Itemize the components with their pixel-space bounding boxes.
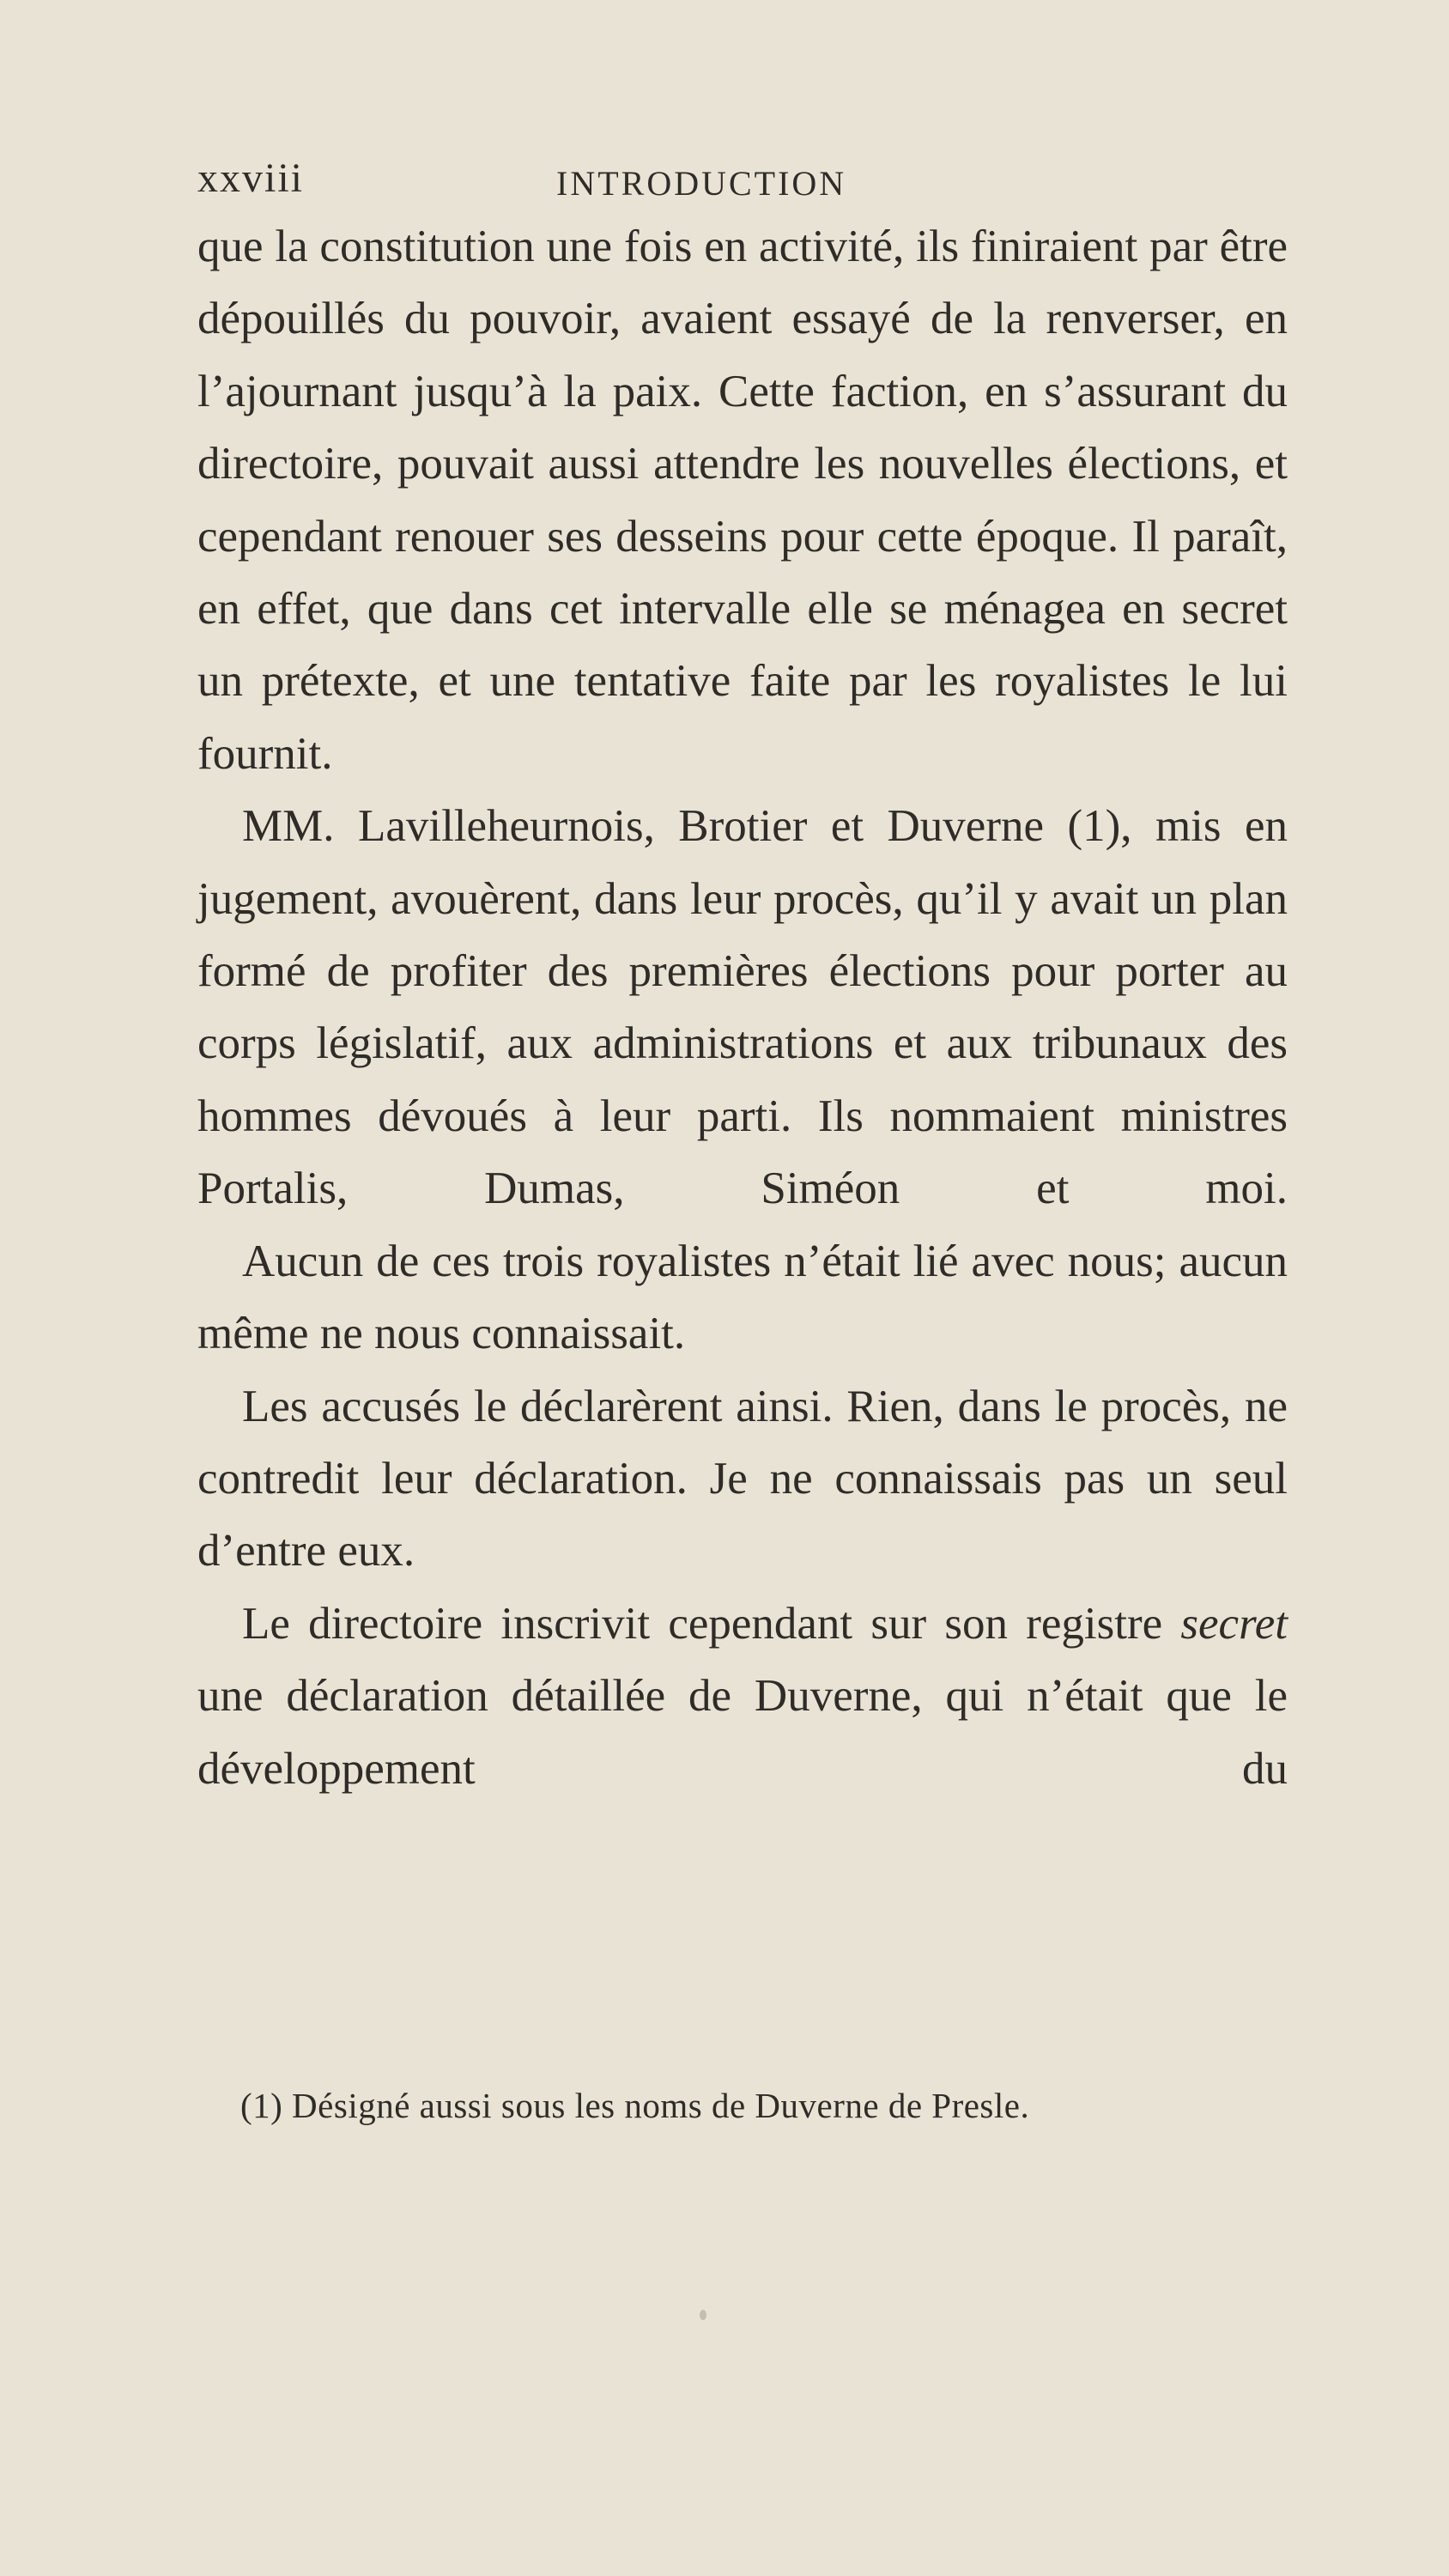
paragraph-5-text-start: Le directoire inscrivit cependant sur son registre: [242, 1598, 1181, 1649]
emphasis-secret: secret: [1180, 1598, 1288, 1649]
section-title: INTRODUCTION: [556, 164, 847, 203]
paragraph-2: MM. Lavilleheurnois, Brotier et Duverne (1), mis en jugement, avouèrent, dans leur procès, qu’il y avait un plan formé de profiter des premières élections pour porter au corps législatif, aux administrations et aux tribunaux des hommes dévoués à leur parti. Ils nommaient ministres Portalis, Dumas, Siméon et moi.: [197, 801, 1288, 1214]
paragraph-5: [197, 1588, 1288, 1805]
running-head: [197, 148, 1288, 208]
body-text: [197, 210, 1288, 1805]
paragraph-1: que la constitution une fois en activité, ils finiraient par être dépouillés du pouvoir, avaient essayé de la renverser, en l’ajournant jusqu’à la paix. Cette faction, en s’assurant du directoire, pouvait aussi attendre les nouvelles élections, et cependant renouer ses desseins pour cette époque. Il paraît, en effet, que dans cet intervalle elle se ménagea en secret un prétexte, et une tentative faite par les royalistes le lui fournit.: [197, 222, 1288, 779]
footnote: (1) Désigné aussi sous les noms de Duverne de Presle.: [240, 2086, 1030, 2125]
paragraph-4: Les accusés le déclarèrent ainsi. Rien, dans le procès, ne contredit leur déclaration. Je ne connaissais pas un seul d’entre eux.: [197, 1381, 1288, 1577]
paragraph-3: Aucun de ces trois royalistes n’était lié avec nous; aucun même ne nous connaissait.: [197, 1236, 1288, 1359]
page-number: xxviii: [197, 155, 305, 201]
paragraph-5-text-end: une déclaration détaillée de Duverne, qui n’était que le développement du: [197, 1671, 1288, 1794]
paper-spot: [700, 2310, 706, 2320]
